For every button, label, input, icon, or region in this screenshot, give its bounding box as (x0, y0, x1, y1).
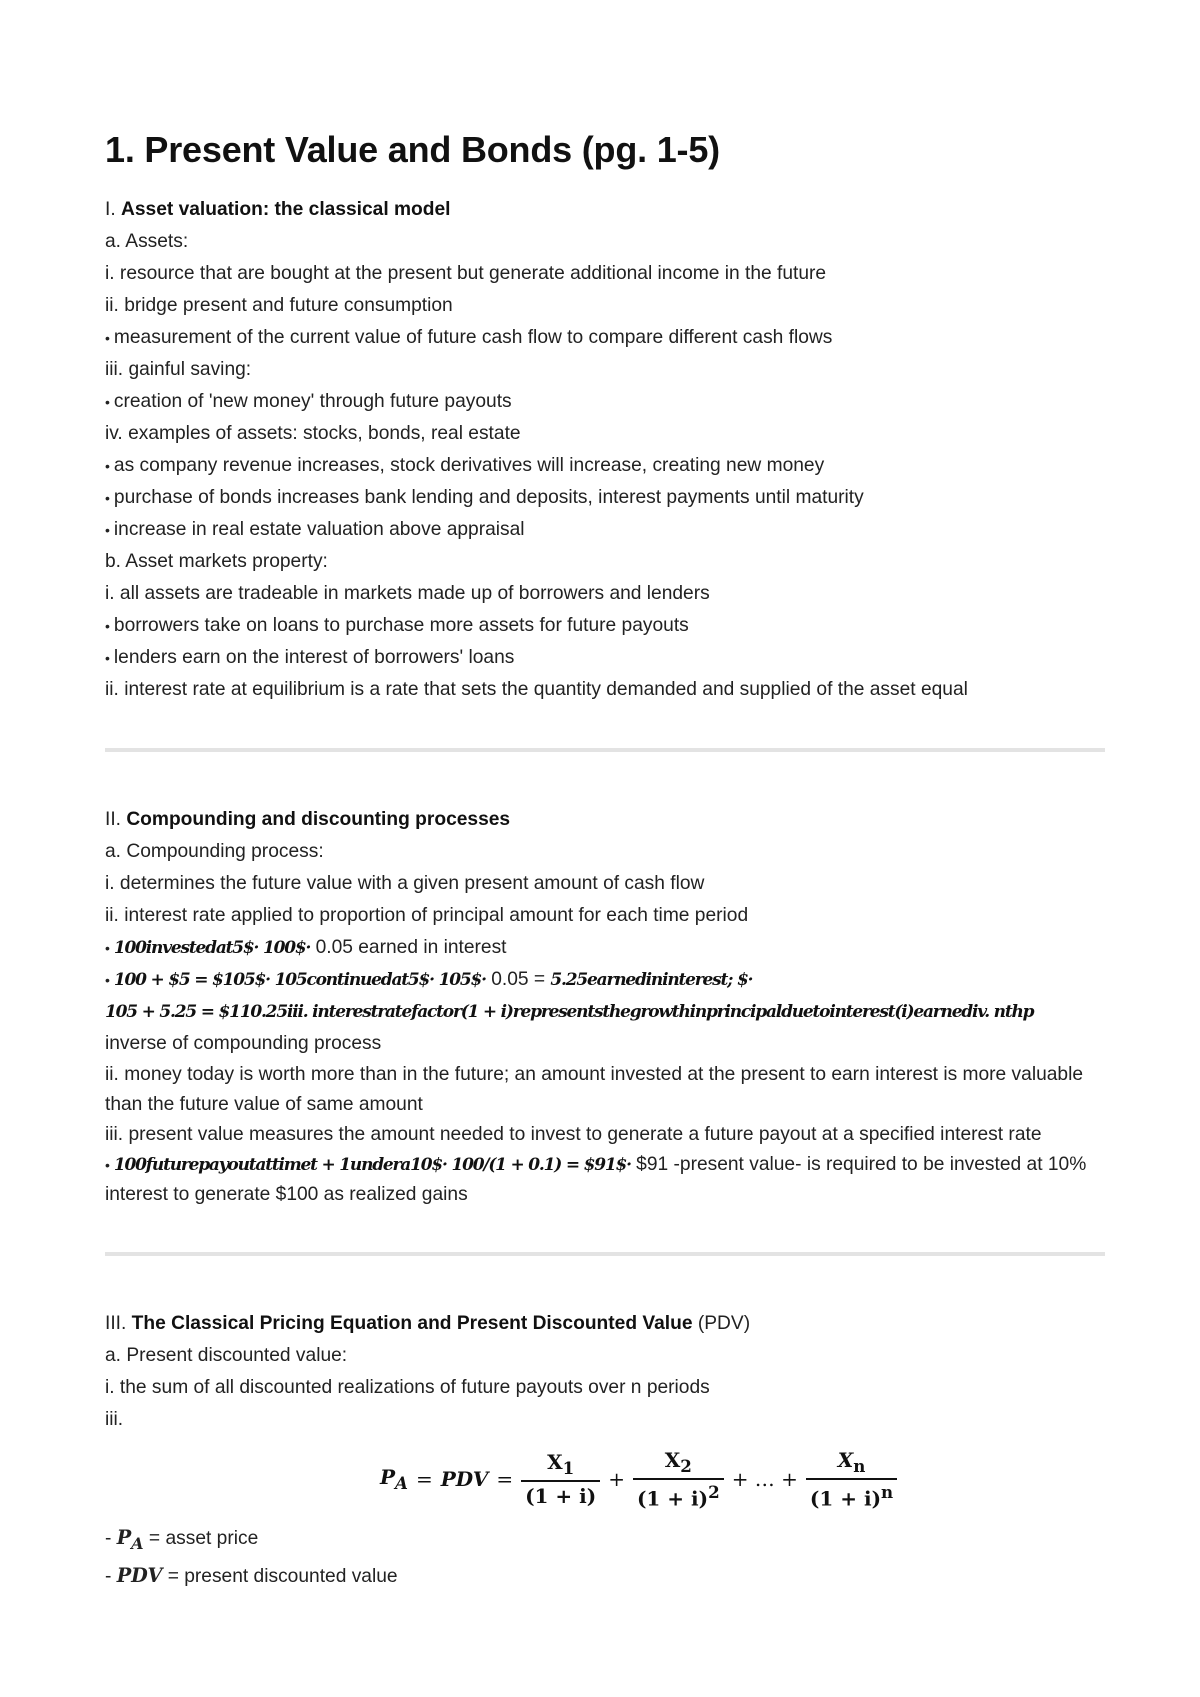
definition-symbol: $P_A$ (116, 1526, 144, 1553)
definition-text: = asset price (143, 1528, 259, 1549)
text-line: i. resource that are bought at the present but generate additional income in the future (105, 263, 827, 284)
text-line: b. Asset markets property: (105, 551, 328, 572)
section-2-numeral: II. (105, 809, 127, 830)
text-line: ii. interest rate applied to proportion of principal amount for each time period (105, 905, 749, 926)
math-expression: 100investedat5$· 100$· (113, 938, 311, 958)
pdv-formula (105, 1442, 1105, 1520)
formula-term-n: $\frac{X_n}{(1 + i)^n}$ (806, 1448, 897, 1511)
bullet-item: • borrowers take on loans to purchase more assets for future payouts (105, 610, 1105, 642)
formula-equals: = (415, 1467, 433, 1492)
section-3-body (105, 1340, 1105, 1436)
formula-ellipsis: + … + (731, 1467, 798, 1492)
math-line-2 (105, 964, 1105, 996)
definition-item: - PDV = present discounted value (105, 1563, 398, 1587)
bullet-item: • lenders earn on the interest of borrowers' loans (105, 642, 1105, 674)
math-line-3 (105, 996, 1105, 1028)
paragraph: iii. present value measures the amount needed to invest to generate a future payout at a specified interest rate (105, 1124, 1042, 1145)
text-line: iv. examples of assets: stocks, bonds, real estate (105, 423, 521, 444)
definition-item: - $P_A$ = asset price (105, 1526, 259, 1553)
paragraph: ii. money today is worth more than in the future; an amount invested at the present to earn interest is more valuable than the future value of same amount (105, 1064, 1084, 1115)
math-line-text: 0.05 earned in interest (310, 937, 507, 958)
formula-definitions (105, 1522, 1105, 1593)
bullet-item: • purchase of bonds increases bank lending and deposits, interest payments until maturity (105, 482, 1105, 514)
text-line: ii. bridge present and future consumption (105, 295, 453, 316)
section-1-numeral: I. (105, 199, 121, 220)
section-2-heading-text: Compounding and discounting processes (126, 809, 511, 830)
page-title: 1. Present Value and Bonds (pg. 1-5) (105, 129, 720, 170)
math-line-text: 0.05 = (485, 969, 551, 990)
text-line: iii. (105, 1409, 124, 1430)
definition-symbol: PDV (116, 1563, 163, 1587)
formula-term-2: $\frac{X_2}{(1 + i)^2}$ (633, 1448, 724, 1511)
section-1-heading-text: Asset valuation: the classical model (121, 199, 451, 220)
section-3-heading-suffix: (PDV) (692, 1313, 751, 1334)
text-line: i. all assets are tradeable in markets made up of borrowers and lenders (105, 583, 710, 604)
bullet-item: • creation of 'new money' through future payouts (105, 386, 1105, 418)
text-line: i. determines the future value with a given present amount of cash flow (105, 873, 705, 894)
text-line: a. Present discounted value: (105, 1345, 348, 1366)
math-line-4 (105, 1150, 1105, 1210)
text-line: i. the sum of all discounted realizations of future payouts over n periods (105, 1377, 710, 1398)
text-line: ii. interest rate at equilibrium is a rate that sets the quantity demanded and supplied of the asset equal (105, 679, 968, 700)
math-expression: 105 + 5.25 = $110.25iii. interestratefactor(1 + i)representsthegrowthinprincipalduetointerest(i)earnediv. nthp (105, 1002, 1034, 1022)
formula-pdv: PDV (440, 1467, 489, 1492)
formula-lhs: $P_A$ (380, 1465, 408, 1494)
math-line-text: $91 -present value- is required to be invested at 10% interest to generate $100 as realized gains (105, 1154, 1087, 1205)
section-3-heading (105, 1308, 1105, 1340)
formula-equals: = (496, 1467, 514, 1492)
math-line-1 (105, 932, 1105, 964)
math-expression: 100 + $5 = $105$· 105continuedat5$· 105$· (113, 970, 486, 990)
math-expression: 5.25earnedininterest; $· (550, 970, 753, 990)
text-line: a. Compounding process: (105, 841, 324, 862)
document-content (105, 128, 1105, 1593)
formula-plus: + (608, 1467, 625, 1492)
section-2-body (105, 836, 1105, 932)
bullet-item: • increase in real estate valuation above appraisal (105, 514, 1105, 546)
section-3-numeral: III. (105, 1313, 132, 1334)
section-2-heading (105, 804, 1105, 836)
bullet-item: • measurement of the current value of future cash flow to compare different cash flows (105, 322, 1105, 354)
definition-text: = present discounted value (162, 1565, 398, 1587)
section-3-heading-text: The Classical Pricing Equation and Present Discounted Value (131, 1313, 693, 1334)
text-line: a. Assets: (105, 231, 189, 252)
section-2-body-continued (105, 1028, 1105, 1060)
text-line: iii. gainful saving: (105, 359, 252, 380)
bullet-item: • as company revenue increases, stock derivatives will increase, creating new money (105, 450, 1105, 482)
section-1-body (105, 226, 1105, 706)
math-expression: 100futurepayoutattimet + 1undera10$· 100/(1 + 0.1) = $91$· (113, 1155, 631, 1175)
section-1-heading (105, 194, 1105, 226)
text-line: inverse of compounding process (105, 1033, 382, 1054)
formula-term-1: $\frac{X_1}{(1 + i)}$ (521, 1450, 600, 1508)
